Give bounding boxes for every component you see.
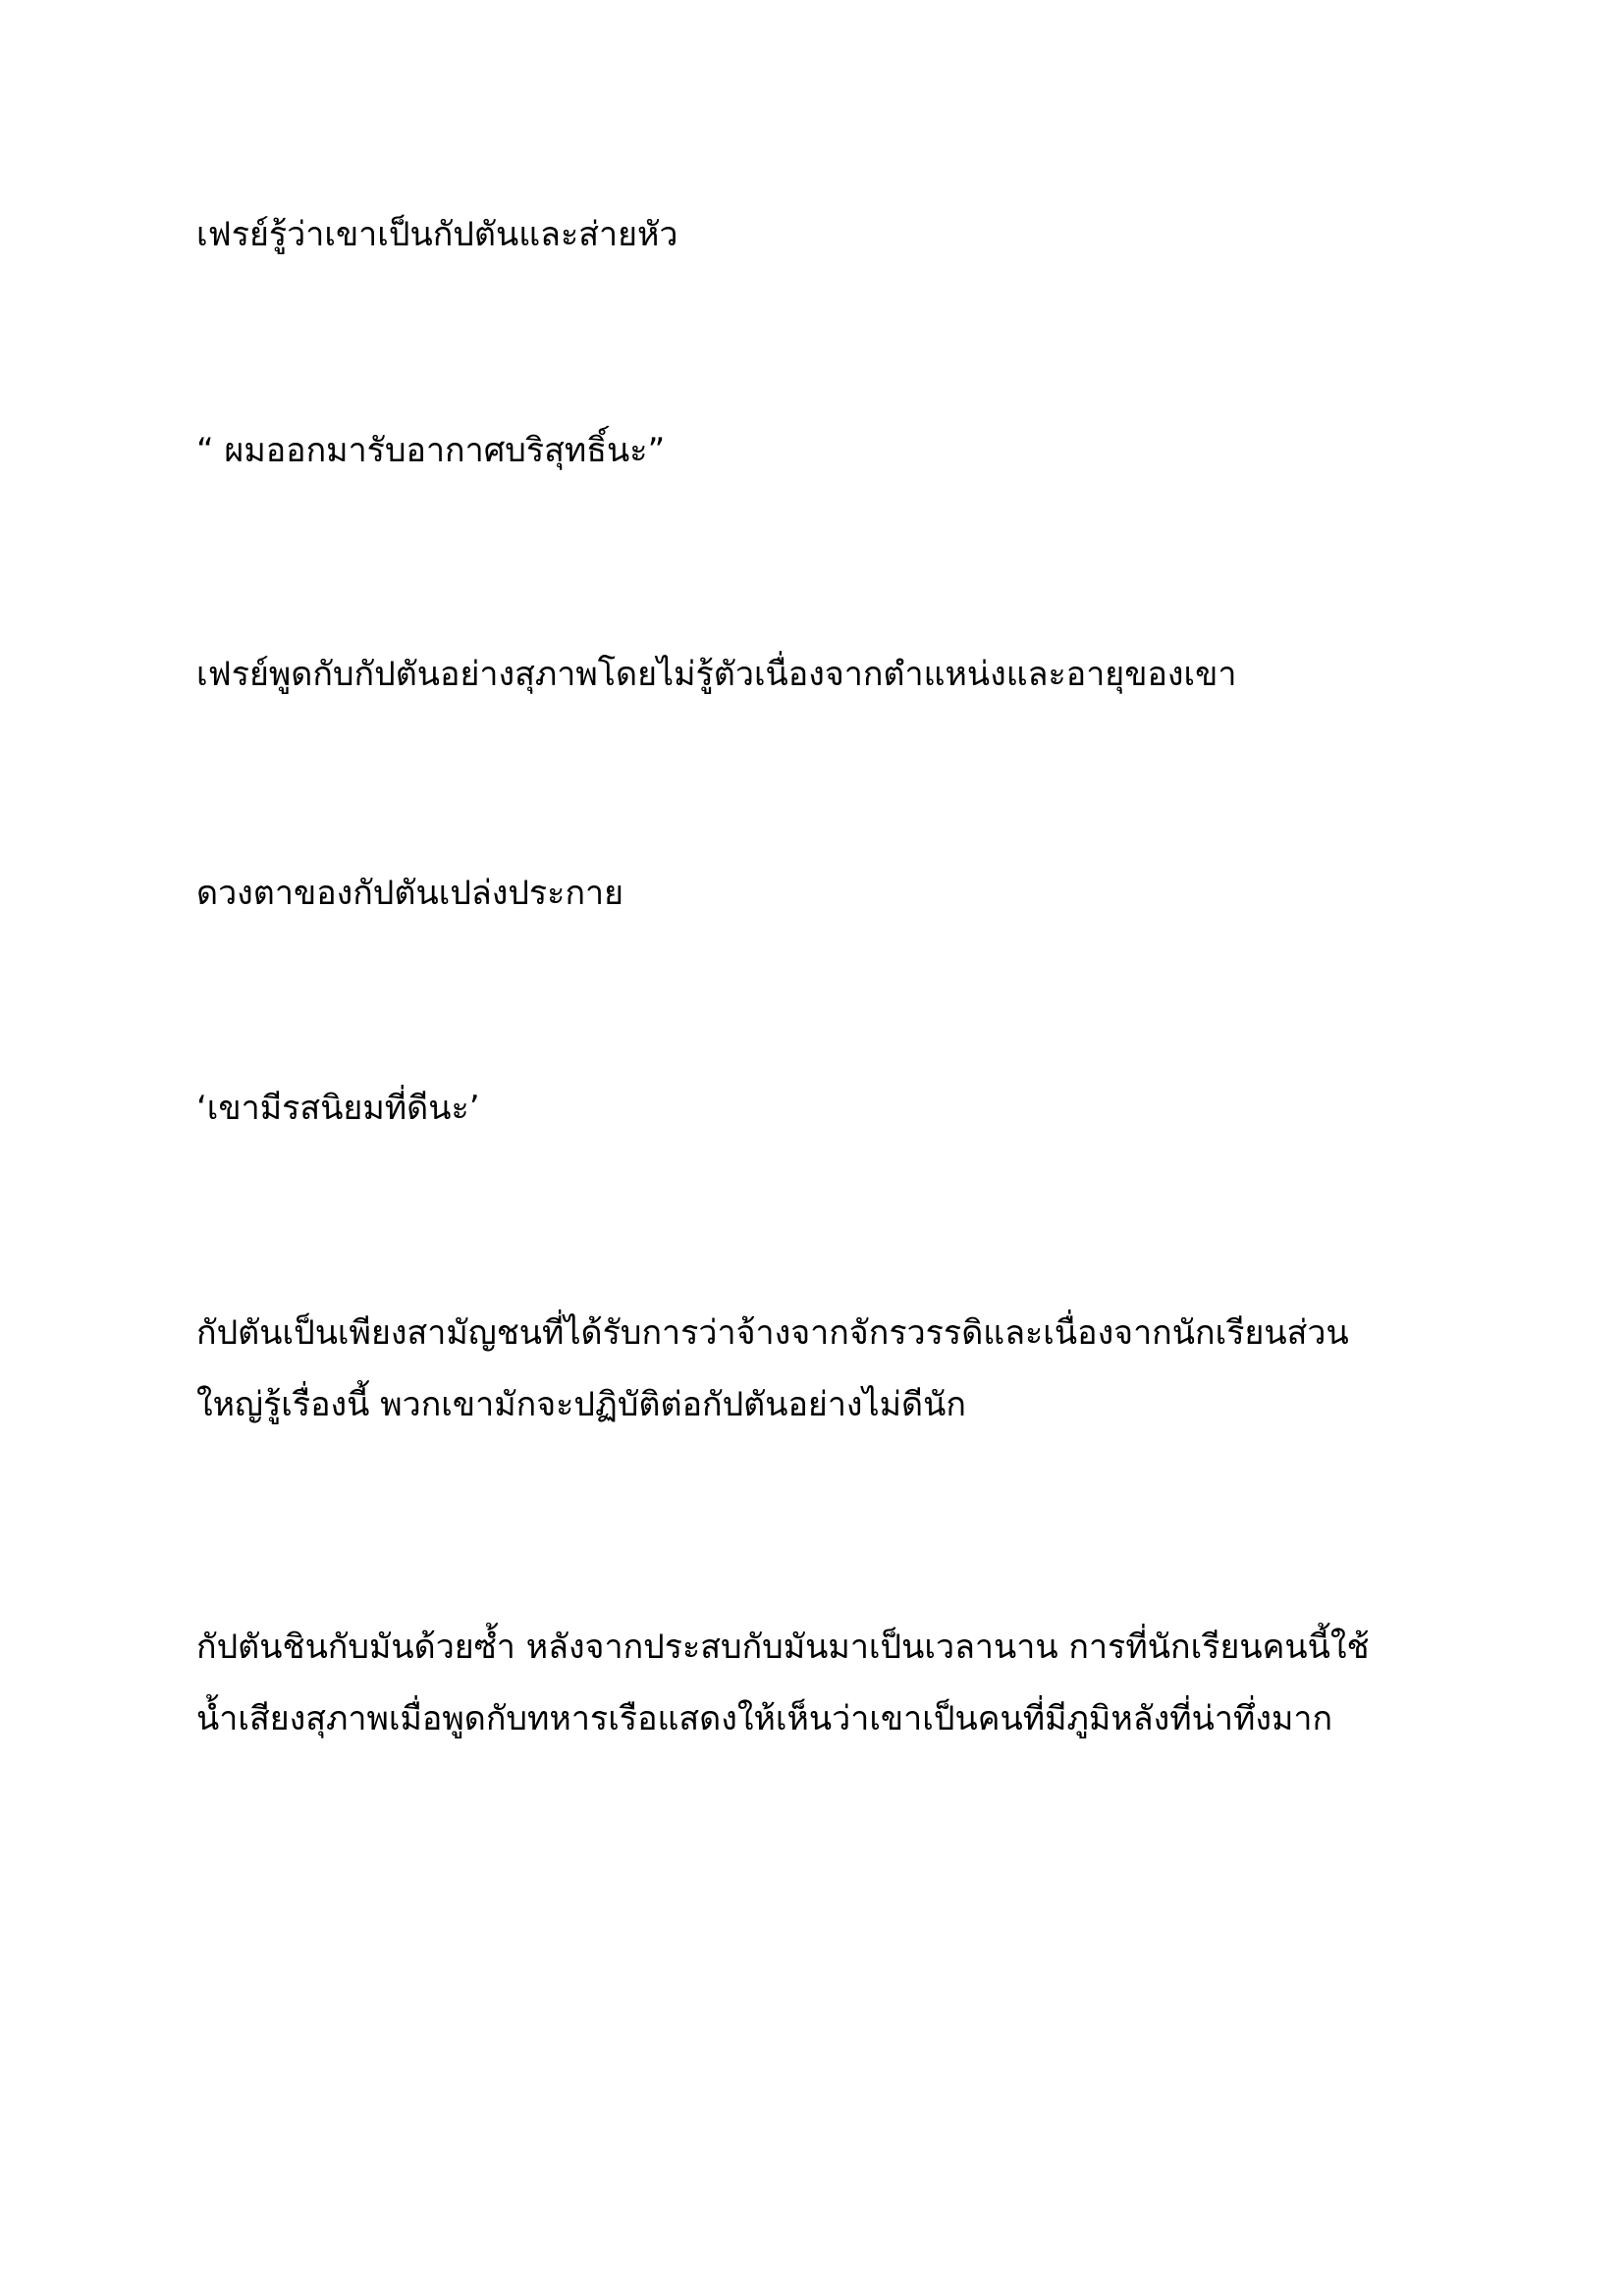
paragraph-line: ดวงตาของกัปตันเปล่งประกาย [196,874,624,913]
paragraph-5 [196,1073,1473,1145]
paragraph-line: กัปตันชินกับมันด้วยซ้ำ หลังจากประสบกับมันมาเป็นเวลานาน การที่นักเรียนคนนี้ใช้ [196,1628,1370,1667]
paragraph-4 [196,858,1473,930]
paragraph-2 [196,415,1473,487]
paragraph-3 [196,639,1473,711]
paragraph-line: เฟรย์รู้ว่าเขาเป็นกัปตันและส่ายหัว [196,215,678,254]
paragraph-line: น้ำเสียงสุภาพเมื่อพูดกับทหารเรือแสดงให้เห็นว่าเขาเป็นคนที่มีภูมิหลังที่น่าทึ่งมาก [196,1699,1333,1738]
paragraph-line: “ ผมออกมารับอากาศบริสุทธิ์นะ” [196,431,666,470]
paragraph-6 [196,1298,1473,1441]
paragraph-line: เฟรย์พูดกับกัปตันอย่างสุภาพโดยไม่รู้ตัวเนื่องจากตำแหน่งและอายุของเขา [196,655,1237,694]
paragraph-line: ใหญ่รู้เรื่องนี้ พวกเขามักจะปฏิบัติต่อกัปตันอย่างไม่ดีนัก [196,1385,966,1424]
paragraph-1 [196,199,1473,271]
paragraph-line: กัปตันเป็นเพียงสามัญชนที่ได้รับการว่าจ้างจากจักรวรรดิและเนื่องจากนักเรียนส่วน [196,1313,1349,1353]
paragraph-7 [196,1612,1473,1755]
paragraph-line: ‘เขามีรสนิยมที่ดีนะ’ [196,1089,480,1128]
